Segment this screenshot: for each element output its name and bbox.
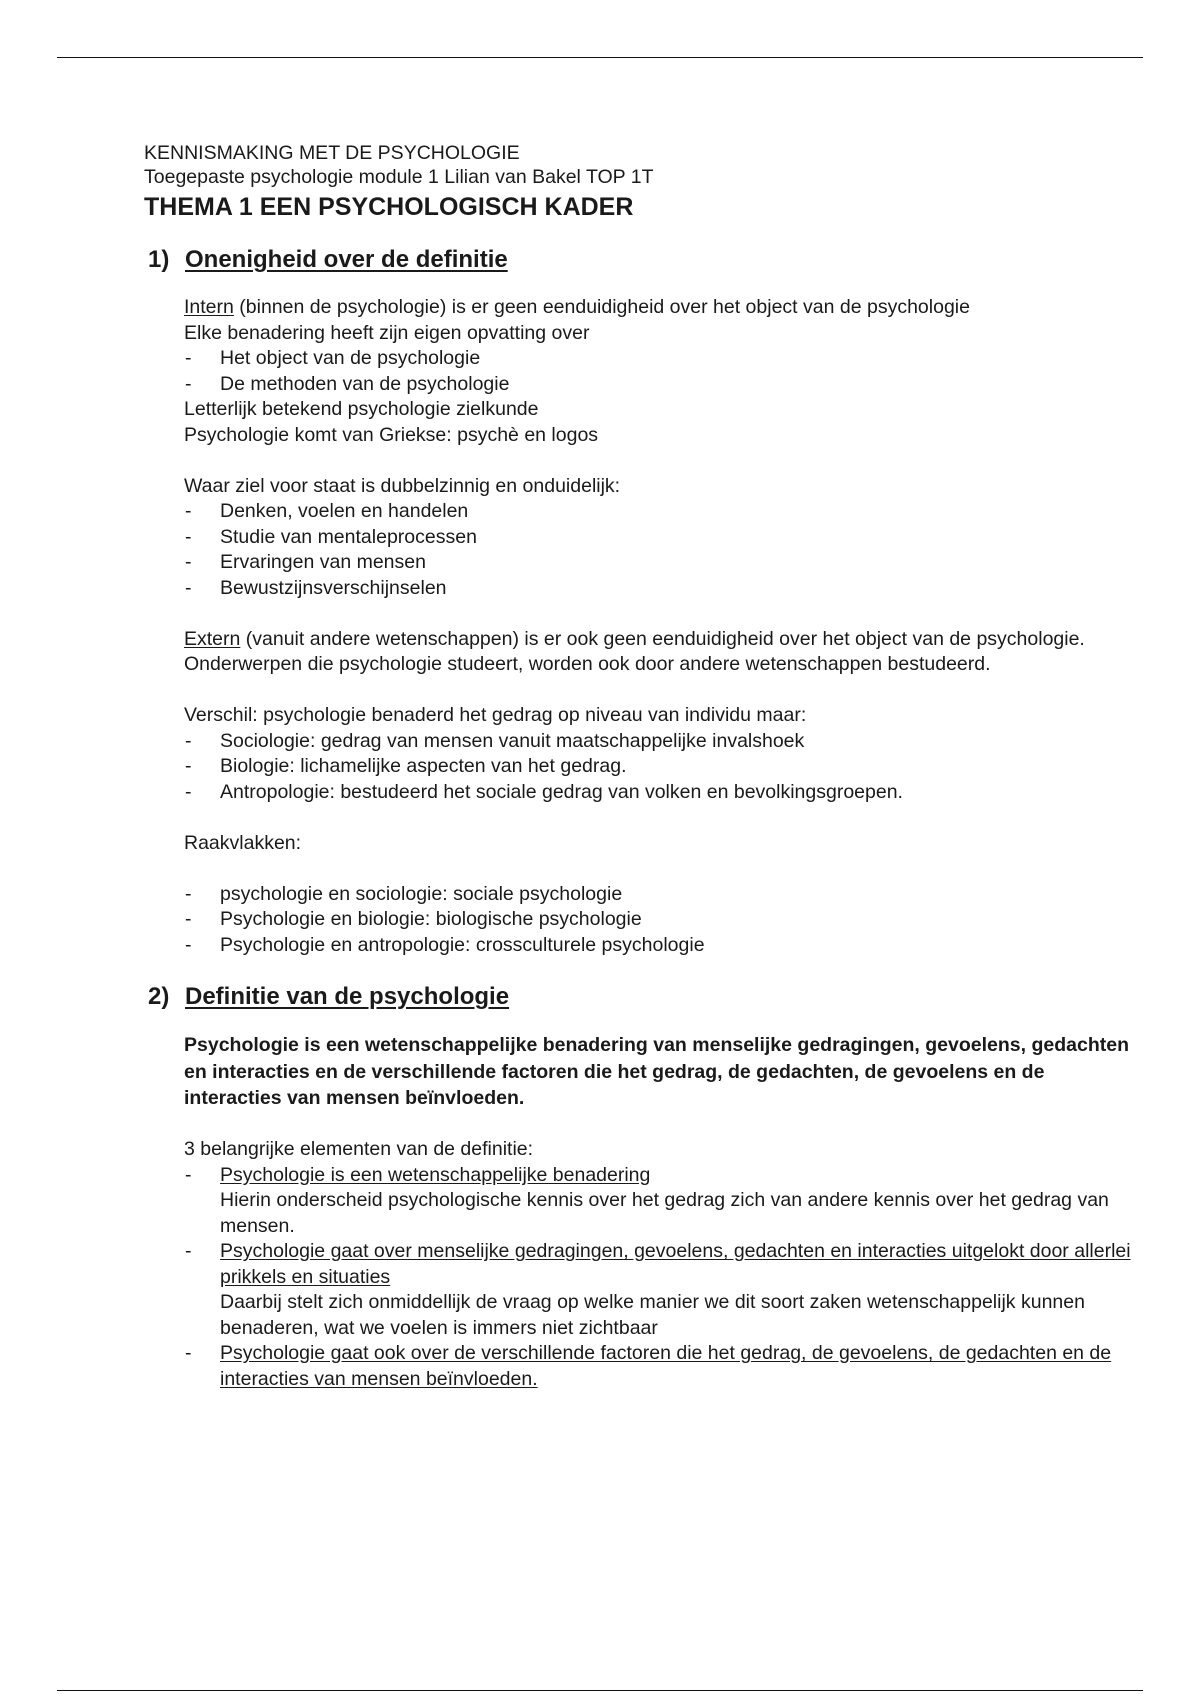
course-subtitle: Toegepaste psychologie module 1 Lilian van Bakel TOP 1T — [144, 166, 654, 188]
difference-intro: Verschil: psychologie benaderd het gedrag op niveau van individu maar: — [184, 704, 807, 726]
element-heading: - Psychologie is een wetenschappelijke benadering — [220, 1163, 651, 1186]
overlap-label: Raakvlakken: — [184, 831, 302, 854]
subjects-line: Onderwerpen die psychologie studeert, worden ook door andere wetenschappen bestudeerd. — [184, 653, 991, 675]
soul-block — [184, 474, 1144, 602]
difference-list — [184, 729, 1144, 806]
elements-block — [184, 1137, 1144, 1392]
overlap-block — [184, 831, 1144, 959]
list-item — [184, 1239, 1144, 1341]
section-2-heading — [148, 982, 1144, 1012]
element-heading: - Psychologie gaat ook over de verschillende factoren die het gedrag, de gevoelens, de gedachten en de interacties van mensen beïnvloeden. — [220, 1342, 1112, 1390]
bottom-rule — [57, 1690, 1143, 1691]
spacer — [184, 856, 1144, 882]
list-item: - Denken, voelen en handelen — [184, 499, 1144, 525]
elements-intro: 3 belangrijke elementen van de definitie: — [184, 1138, 534, 1160]
approach-list — [184, 346, 1144, 397]
extern-term: Extern — [184, 627, 241, 650]
literal-line: Letterlijk betekend psychologie zielkunde — [184, 398, 539, 420]
intern-paragraph — [184, 295, 1144, 321]
greek-line: Psychologie komt van Griekse: psychè en logos — [184, 423, 599, 446]
list-item: - Het object van de psychologie — [184, 346, 1144, 372]
list-item: - Antropologie: bestudeerd het sociale gedrag van volken en bevolkingsgroepen. — [184, 780, 1144, 806]
intern-text: (binnen de psychologie) is er geen eenduidigheid over het object van de psychologie — [233, 296, 970, 318]
intern-term: Intern — [184, 296, 234, 318]
overlap-list — [184, 882, 1144, 959]
section-1-heading — [148, 245, 1144, 275]
extern-paragraph — [184, 627, 1144, 653]
extern-block — [184, 627, 1144, 678]
list-item: - Bewustzijnsverschijnselen — [184, 576, 1144, 602]
top-rule — [57, 57, 1143, 58]
soul-intro: Waar ziel voor staat is dubbelzinnig en onduidelijk: — [184, 474, 621, 497]
element-detail: Hierin onderscheid psychologische kennis over het gedrag zich van andere kennis over het gedrag van mensen. — [220, 1189, 1109, 1237]
theme-title: THEMA 1 EEN PSYCHOLOGISCH KADER — [144, 193, 634, 221]
section-1-body — [184, 295, 1144, 958]
element-detail: Daarbij stelt zich onmiddellijk de vraag op welke manier we dit soort zaken wetenschappelijk kunnen benaderen, wat we voelen is immers niet zichtbaar — [220, 1291, 1085, 1339]
element-heading: - Psychologie gaat over menselijke gedragingen, gevoelens, gedachten en interacties uitgelokt door allerlei prikkels en situaties — [220, 1240, 1131, 1288]
approach-line: Elke benadering heeft zijn eigen opvatting over — [184, 321, 590, 344]
list-item: - Psychologie en antropologie: crossculturele psychologie — [184, 933, 1144, 959]
list-item: - Ervaringen van mensen — [184, 550, 1144, 576]
section-1-number: 1) — [148, 246, 170, 273]
soul-list — [184, 499, 1144, 601]
document-body — [144, 141, 1144, 1392]
list-item: - Sociologie: gedrag van mensen vanuit maatschappelijke invalshoek — [184, 729, 1144, 755]
section-2-body — [184, 1032, 1144, 1392]
course-title: KENNISMAKING MET DE PSYCHOLOGIE — [144, 142, 520, 164]
list-item: - Psychologie en biologie: biologische psychologie — [184, 907, 1144, 933]
list-item: - De methoden van de psychologie — [184, 372, 1144, 398]
list-item: - psychologie en sociologie: sociale psychologie — [184, 882, 1144, 908]
extern-text: (vanuit andere wetenschappen) is er ook geen eenduidigheid over het object van de psychologie. — [240, 627, 1085, 650]
definition-block — [184, 1032, 1144, 1112]
intern-block — [184, 295, 1144, 448]
list-item: - Studie van mentaleprocessen — [184, 525, 1144, 551]
section-2-number: 2) — [148, 983, 170, 1010]
section-2-title: Definitie van de psychologie — [185, 983, 510, 1010]
list-item: - Biologie: lichamelijke aspecten van het gedrag. — [184, 754, 1144, 780]
list-item — [184, 1163, 1144, 1240]
section-1-title: Onenigheid over de definitie — [185, 246, 508, 273]
definition-text: Psychologie is een wetenschappelijke benadering van menselijke gedragingen, gevoelens, gedachten en interacties en de verschillende factoren die het gedrag, de gedachten, de gevoelens en de interacties van mensen beïnvloeden. — [184, 1034, 1129, 1109]
difference-block — [184, 703, 1144, 805]
elements-list — [184, 1163, 1144, 1393]
list-item — [184, 1341, 1144, 1392]
